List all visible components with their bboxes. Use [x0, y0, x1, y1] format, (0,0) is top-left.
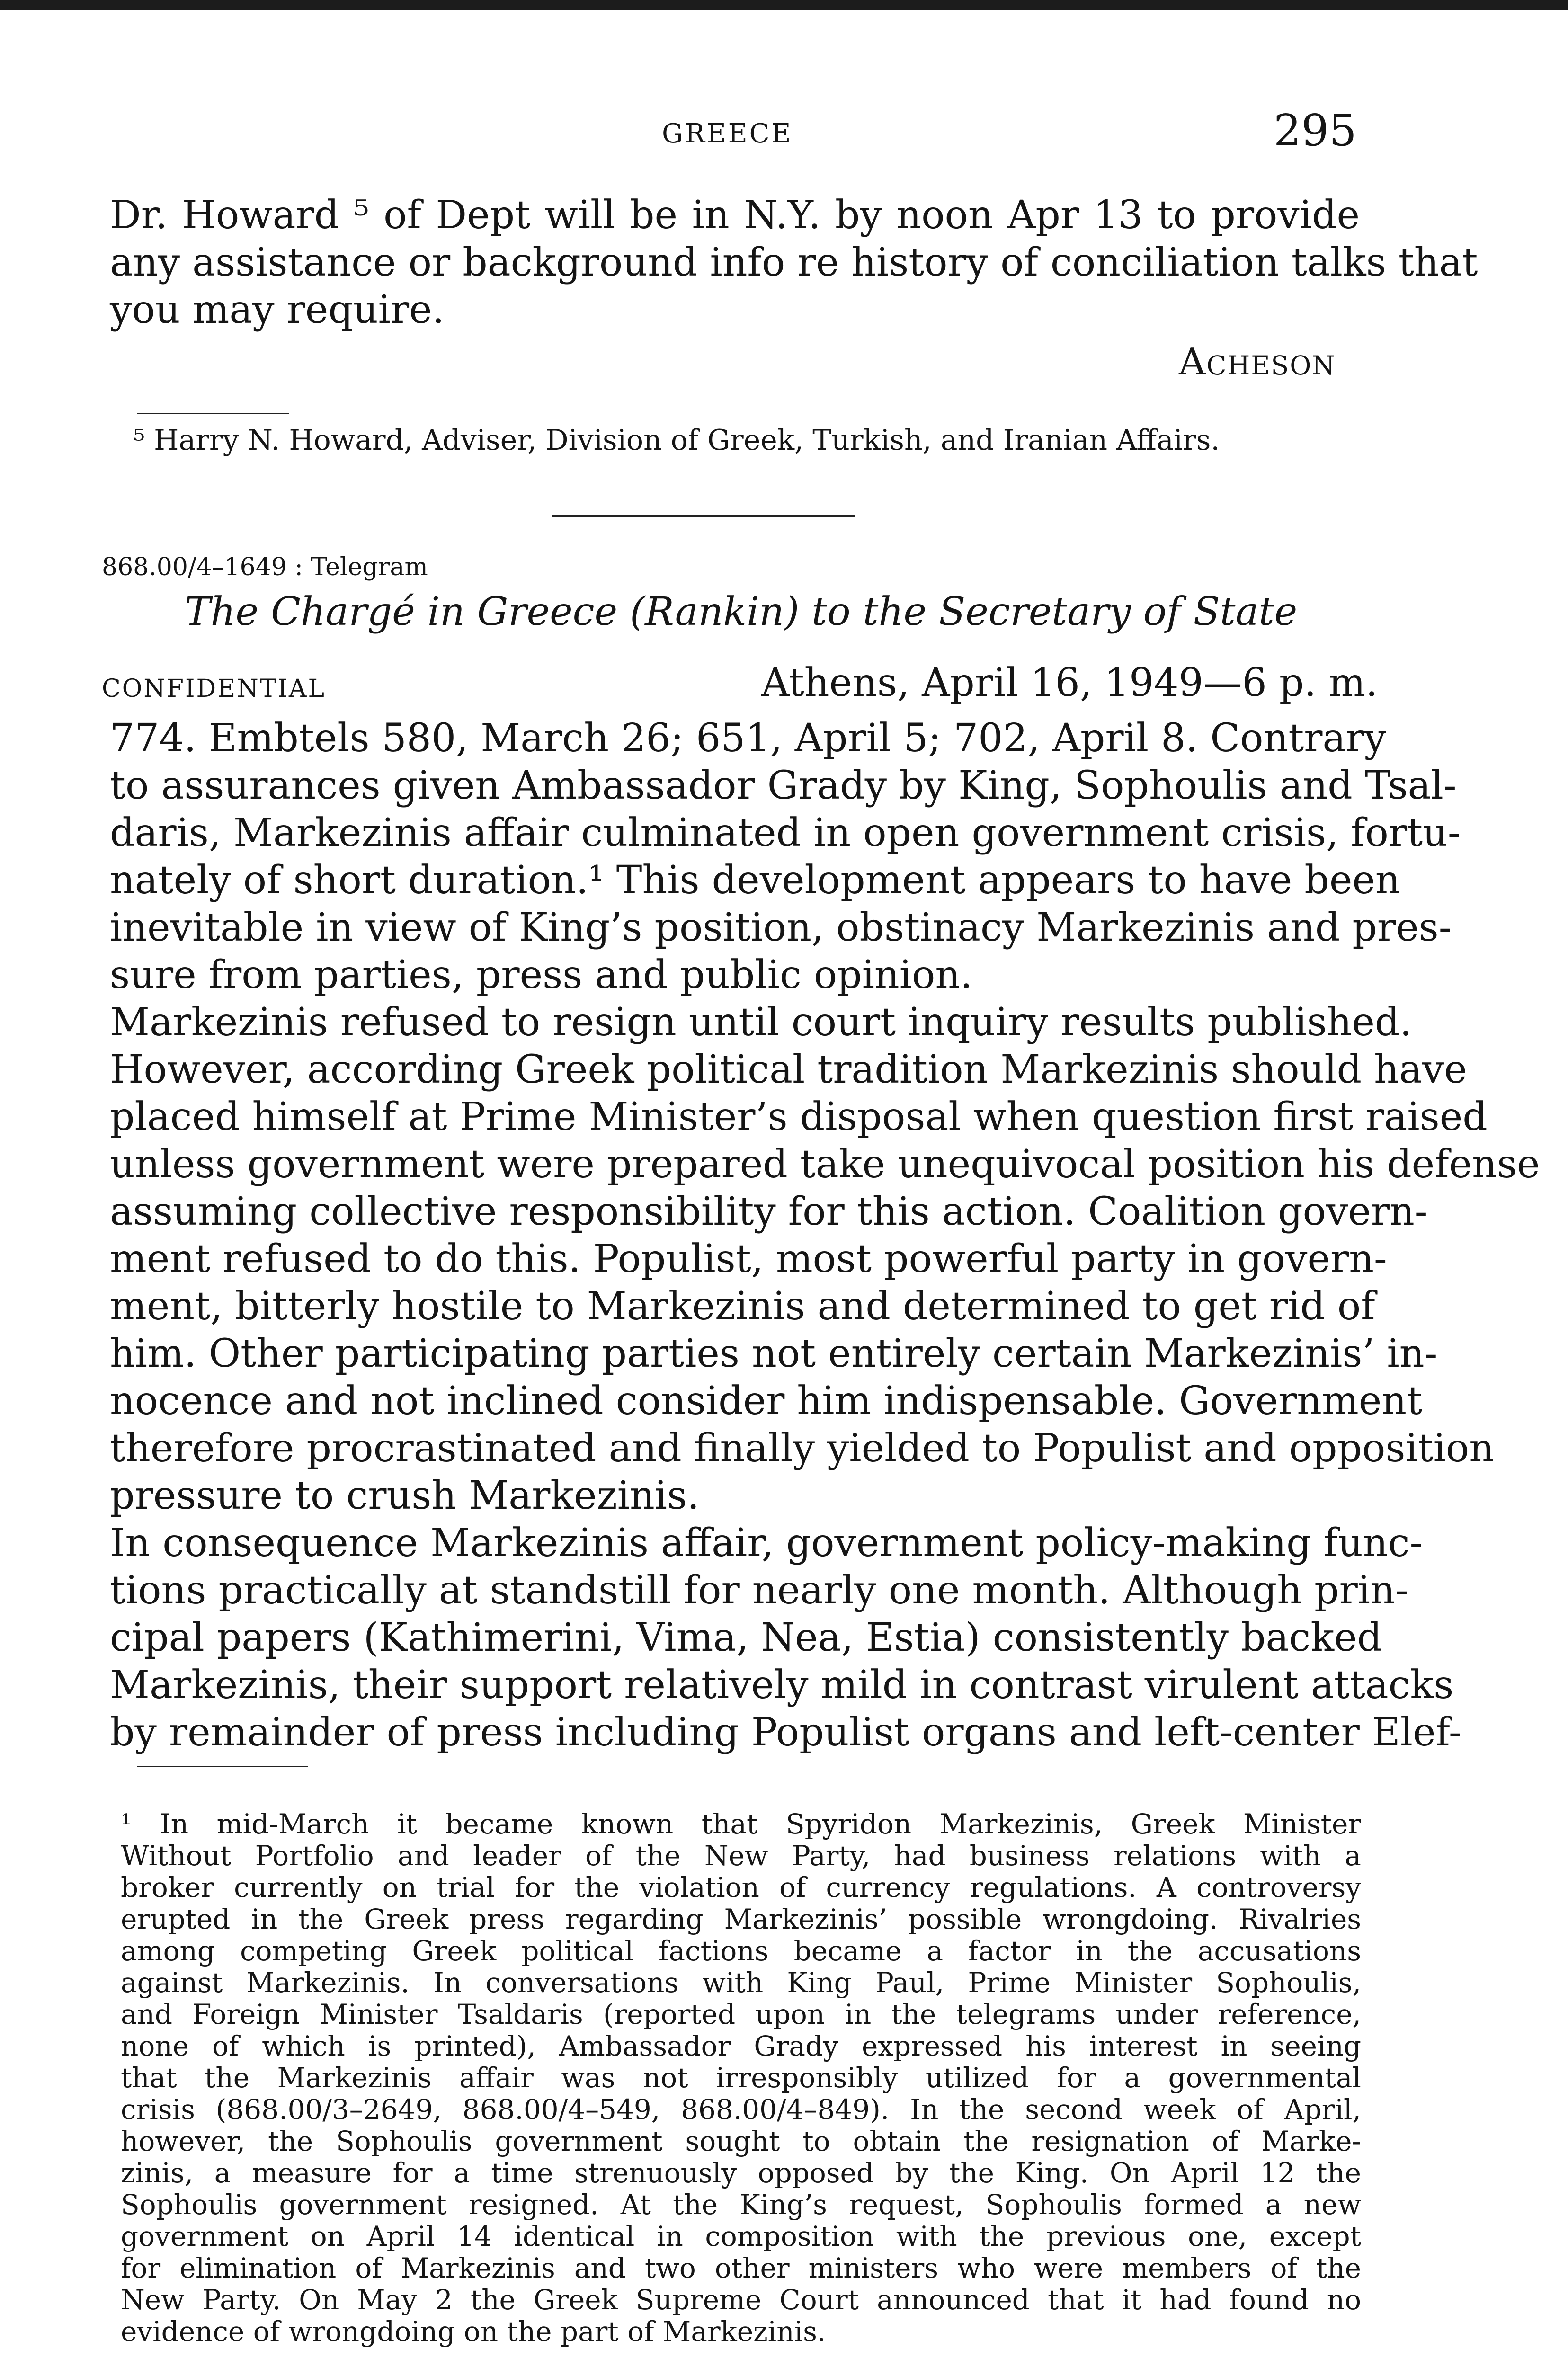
text-line: tions practically at standstill for nearly one month. Although prin-: [110, 1568, 1408, 1613]
top-paragraph: [110, 192, 1478, 334]
text-line: by remainder of press including Populist organs and left-center Elef-: [110, 1710, 1462, 1755]
text-line: to assurances given Ambassador Grady by King, Sophoulis and Tsal-: [110, 763, 1457, 808]
text-line: him. Other participating parties not entirely certain Markezinis’ in-: [110, 1331, 1438, 1376]
text-line: any assistance or background info re history of conciliation talks that: [110, 240, 1478, 285]
signature: Acheson: [1179, 341, 1336, 383]
footnote-line: ¹ In mid-March it became known that Spyridon Markezinis, Greek Minister: [121, 1808, 1361, 1840]
text-line: nocence and not inclined consider him indispensable. Government: [110, 1379, 1423, 1424]
file-reference: 868.00/4–1649 : Telegram: [102, 553, 428, 581]
text-line: In consequence Markezinis affair, government policy-making func-: [110, 1521, 1423, 1566]
footnote-1: [121, 1808, 1361, 2348]
text-line: pressure to crush Markezinis.: [110, 1473, 700, 1518]
footnote-line: among competing Greek political factions became a factor in the accusations: [121, 1935, 1361, 1967]
footnote-line: none of which is printed), Ambassador Grady expressed his interest in seeing: [121, 2030, 1361, 2062]
text-line: Markezinis refused to resign until court inquiry results published.: [110, 1000, 1412, 1045]
footnote-line: zinis, a measure for a time strenuously opposed by the King. On April 12 the: [121, 2157, 1361, 2189]
text-line: cipal papers (Kathimerini, Vima, Nea, Estia) consistently backed: [110, 1615, 1382, 1660]
text-line: therefore procrastinated and finally yielded to Populist and opposition: [110, 1426, 1495, 1471]
footnote-line: and Foreign Minister Tsaldaris (reported upon in the telegrams under reference,: [121, 1998, 1361, 2030]
footnote-rule: [137, 1766, 308, 1767]
place-date: Athens, April 16, 1949—6 p. m.: [761, 660, 1378, 705]
text-line: ment refused to do this. Populist, most powerful party in govern-: [110, 1237, 1387, 1281]
footnote-line: evidence of wrongdoing on the part of Markezinis.: [121, 2315, 826, 2348]
footnote-line: that the Markezinis affair was not irresponsibly utilized for a governmental: [121, 2062, 1361, 2094]
footnote-line: crisis (868.00/3–2649, 868.00/4–549, 868.00/4–849). In the second week of April,: [121, 2093, 1361, 2126]
paragraph-3: [110, 1520, 1462, 1756]
footnote-rule: [137, 413, 289, 414]
footnote-line: government on April 14 identical in composition with the previous one, except: [121, 2220, 1361, 2252]
text-line: nately of short duration.¹ This development appears to have been: [110, 858, 1400, 903]
paragraph-2: [110, 999, 1540, 1520]
footnote-line: for elimination of Markezinis and two other ministers who were members of the: [121, 2252, 1361, 2284]
footnote-5: ⁵ Harry N. Howard, Adviser, Division of Greek, Turkish, and Iranian Affairs.: [134, 424, 1220, 457]
text-line: However, according Greek political tradition Markezinis should have: [110, 1047, 1467, 1092]
text-line: you may require.: [110, 287, 445, 332]
footnote-line: Without Portfolio and leader of the New Party, had business relations with a: [121, 1840, 1361, 1872]
text-line: ment, bitterly hostile to Markezinis and determined to get rid of: [110, 1284, 1375, 1329]
text-line: sure from parties, press and public opinion.: [110, 952, 973, 997]
text-line: assuming collective responsibility for this action. Coalition govern-: [110, 1189, 1428, 1234]
footnote-line: New Party. On May 2 the Greek Supreme Court announced that it had found no: [121, 2284, 1361, 2316]
footnote-line: Sophoulis government resigned. At the King’s request, Sophoulis formed a new: [121, 2189, 1361, 2221]
text-line: unless government were prepared take unequivocal position his defense: [110, 1142, 1540, 1187]
text-line: placed himself at Prime Minister’s disposal when question first raised: [110, 1095, 1488, 1139]
section-divider: [552, 515, 855, 517]
text-line: inevitable in view of King’s position, obstinacy Markezinis and pres-: [110, 905, 1452, 950]
text-line: Dr. Howard ⁵ of Dept will be in N.Y. by noon Apr 13 to provide: [110, 193, 1360, 238]
footnote-line: broker currently on trial for the violation of currency regulations. A controversy: [121, 1871, 1361, 1904]
text-line: 774. Embtels 580, March 26; 651, April 5; 702, April 8. Contrary: [110, 716, 1386, 761]
footnote-line: however, the Sophoulis government sought to obtain the resignation of Marke-: [121, 2125, 1361, 2157]
page-number: 295: [1274, 105, 1357, 156]
text-line: Markezinis, their support relatively mild in contrast virulent attacks: [110, 1663, 1454, 1708]
text-line: daris, Markezinis affair culminated in open government crisis, fortu-: [110, 810, 1461, 855]
running-header: GREECE: [662, 118, 793, 149]
footnote-line: erupted in the Greek press regarding Markezinis’ possible wrongdoing. Rivalries: [121, 1903, 1361, 1935]
footnote-line: against Markezinis. In conversations with King Paul, Prime Minister Sophoulis,: [121, 1967, 1361, 1999]
classification-label: CONFIDENTIAL: [102, 675, 326, 703]
paragraph-1: [110, 715, 1461, 999]
document-heading: The Chargé in Greece (Rankin) to the Secretary of State: [185, 589, 1298, 634]
